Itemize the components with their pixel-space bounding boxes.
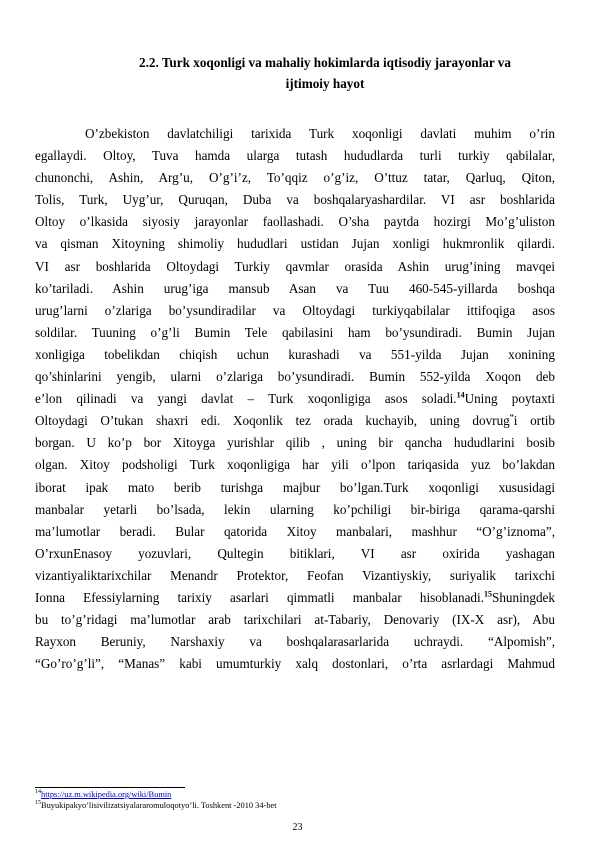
heading-line-2: ijtimoiy hayot [285,76,365,91]
paragraph-line: Tolis, Turk, Uyg’ur, Quruqan, Duba va boshqalaryashardilar. VI asr boshlarida [35,192,555,208]
paragraph-line: ma’lumotlar beradi. Bular qatorida Xitoy manbalari, mashhur “O’g’iznoma”, [35,523,555,539]
paragraph-line: vizantiyaliktarixchilar Menandr Protektor, Feofan Vizantiyskiy, suriyalik tarixchi [35,567,555,583]
heading-line-1: 2.2. Turk xoqonligi va mahaliy hokimlarda iqtisodiy jarayonlar va [138,55,511,70]
paragraph-line: va qisman Xitoyning shimoliy hududlari ustidan Jujan xonligi hukmronlik qilardi. [35,236,555,252]
paragraph-line: manbalar yetarli bo’lsada, lekin ularning ko’pchiligi bir-biriga qarama-qarshi [35,501,555,517]
paragraph-line: Rayxon Beruniy, Narshaxiy va boshqalarasarlarida uchraydi. “Alpomish”, [35,634,555,650]
paragraph-line: O’zbekiston davlatchiligi tarixida Turk xoqonligi davlati muhim o’rin [85,126,555,141]
footnote-number: 15 [35,800,41,807]
superscript-mark: “ [509,412,514,422]
paragraph-line-with-quote [35,410,555,432]
paragraph-line: urug’larni o’zlariga bo’ysundiradilar va Oltoydagi turkiyqabilalar ittifoqiga asos [35,302,555,318]
paragraph-line: egallaydi. Oltoy, Tuva hamda ularga tutash hududlarda turli turkiy qabilalar, [35,148,555,164]
footnote-text: Buyukipakyo’lisivilizatsiyalararomuloqotyo’li. Toshkent -2010 34-bet [41,801,277,810]
paragraph-line: iborat ipak mato berib turishga majbur bo’lgan.Turk xoqonligi xususidagi [35,479,555,495]
paragraph-line: qo’shinlarini yengib, ularni o’zlariga bo’ysundiradi. Bumin 552-yilda Xoqon deb [35,369,555,385]
paragraph-text: Ionna Efessiylarning tarixiy asarlari qimmatli manbalar hisoblanadi. [35,589,484,605]
paragraph-line: borgan. U ko’p bor Xitoyga yurishlar qilib , uning bir qancha hududlarini bosib [35,435,555,451]
body-paragraph [35,123,555,675]
paragraph-line-with-ref [35,587,555,609]
paragraph-text: Uning poytaxti [464,391,555,407]
footnote-14 [35,789,555,800]
paragraph-line: Oltoy o’lkasida siyosiy jarayonlar faollashadi. O’sha paytda hozirgi Mo’g’uliston [35,214,555,230]
paragraph-line: chunonchi, Ashin, Arg’u, O’g’i’z, To’qqiz o’g’iz, O’ttuz tatar, Qarluq, Qiton, [35,170,555,186]
paragraph-line: ko’tariladi. Ashin urug’iga mansub Asan va Tuu 460-545-yillarda boshqa [35,280,555,296]
paragraph-line: VI asr boshlarida Oltoydagi Turkiy qavmlar orasida Ashin urug’ining mavqei [35,258,555,274]
paragraph-text: e’lon qilinadi va yangi davlat – Turk xoqonligiga asos soladi. [35,391,457,407]
paragraph-line: xonligiga tobelikdan chiqish uchun kurashadi va 551-yilda Jujan xonining [35,346,555,362]
footnote-15 [35,800,555,811]
paragraph-text: Shuningdek [491,589,555,605]
footnotes [35,789,555,811]
paragraph-line: olgan. Xitoy podsholigi Turk xoqonligiga har yili o’lpon tariqasida yuz bo’lakdan [35,457,555,473]
footnote-ref-15[interactable]: 15 [483,589,492,599]
footnote-ref-14[interactable]: 14 [456,390,465,400]
footnote-divider [35,787,185,788]
paragraph-line: O’rxunEnasoy yozuvlari, Qultegin bitiklari, VI asr oxirida yashagan [35,545,555,561]
footnote-number: 14 [35,789,41,796]
page-number: 23 [292,822,303,833]
footnote-link[interactable]: https://uz.m.wikipedia.org/wiki/Bumin [41,790,172,799]
paragraph-line-with-ref [35,388,555,410]
paragraph-line: soldilar. Tuuning o’g’li Bumin Tele qabilasini ham bo’ysundiradi. Bumin Jujan [35,324,555,340]
paragraph-line: “Go’ro’g’li”, “Manas” kabi umumturkiy xalq dostonlari, o’rta asrlardagi Mahmud [35,656,555,672]
paragraph-line: bu to’g’ridagi ma’lumotlar arab tarixchilari at-Tabariy, Denovariy (IX-X asr), Abu [35,612,555,628]
paragraph-text: i ortib [513,413,555,429]
paragraph-text: Oltoydagi O’tukan shaxri edi. Xoqonlik tez orada kuchayib, uning dovrug [35,413,510,429]
